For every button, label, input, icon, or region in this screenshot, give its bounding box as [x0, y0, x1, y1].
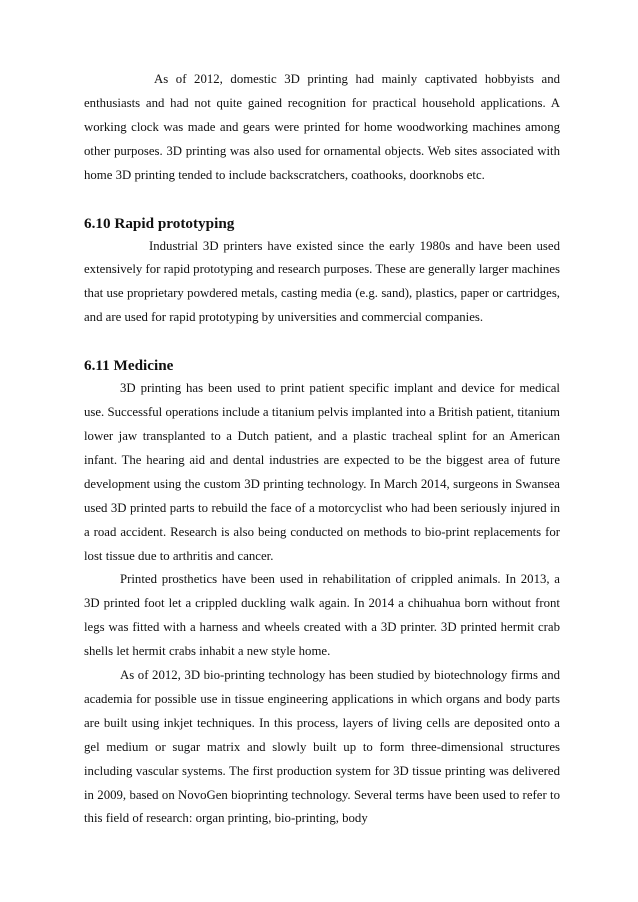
medicine-paragraph-prosthetics: Printed prosthetics have been used in rehabilitation of crippled animals. In 2013, a 3D printed foot let a crippled duckling walk again. In 2014 a chihuahua born without front legs was fitted with a harness and wheels created with a 3D printer. 3D printed hermit crab shells let hermit crabs inhabit a new style home.	[84, 572, 560, 659]
medicine-paragraph-implants: 3D printing has been used to print patient specific implant and device for medical use. Successful operations include a titanium pelvis implanted into a British patient, titanium lower jaw transplanted to a Dutch patient, and a plastic tracheal splint for an American infant. The hearing aid and dental industries are expected to be the biggest area of future development using the custom 3D printing technology. In March 2014, surgeons in Swansea used 3D printed parts to rebuild the face of a motorcyclist who had been seriously injured in a road accident. Research is also being conducted on methods to bio-print replacements for lost tissue due to arthritis and cancer.	[84, 381, 560, 563]
intro-paragraph: As of 2012, domestic 3D printing had mainly captivated hobbyists and enthusiasts and had not quite gained recognition for practical household applications. A working clock was made and gears were printed for home woodworking machines among other purposes. 3D printing was also used for ornamental objects. Web sites associated with home 3D printing tended to include backscratchers, coathooks, doorknobs etc.	[84, 72, 560, 182]
spacer	[84, 188, 560, 213]
spacer	[84, 330, 560, 355]
section-heading-medicine: 6.11 Medicine	[84, 357, 174, 375]
section-heading-rapid-prototyping: 6.10 Rapid prototyping	[84, 214, 235, 232]
medicine-paragraph-bioprinting: As of 2012, 3D bio-printing technology has been studied by biotechnology firms and academia for possible use in tissue engineering applications in which organs and body parts are built using inkjet techniques. In this process, layers of living cells are deposited onto a gel medium or sugar matrix and slowly built up to form three-dimensional structures including vascular systems. The first production system for 3D tissue printing was delivered in 2009, based on NovoGen bioprinting technology. Several terms have been used to refer to this field of research: organ printing, bio-printing, body	[84, 668, 560, 826]
rapid-prototyping-paragraph: Industrial 3D printers have existed since the early 1980s and have been used extensively for rapid prototyping and research purposes. These are generally larger machines that use proprietary powdered metals, casting media (e.g. sand), plastics, paper or cartridges, and are used for rapid prototyping by universities and commercial companies.	[84, 238, 560, 325]
document-page	[84, 68, 560, 831]
